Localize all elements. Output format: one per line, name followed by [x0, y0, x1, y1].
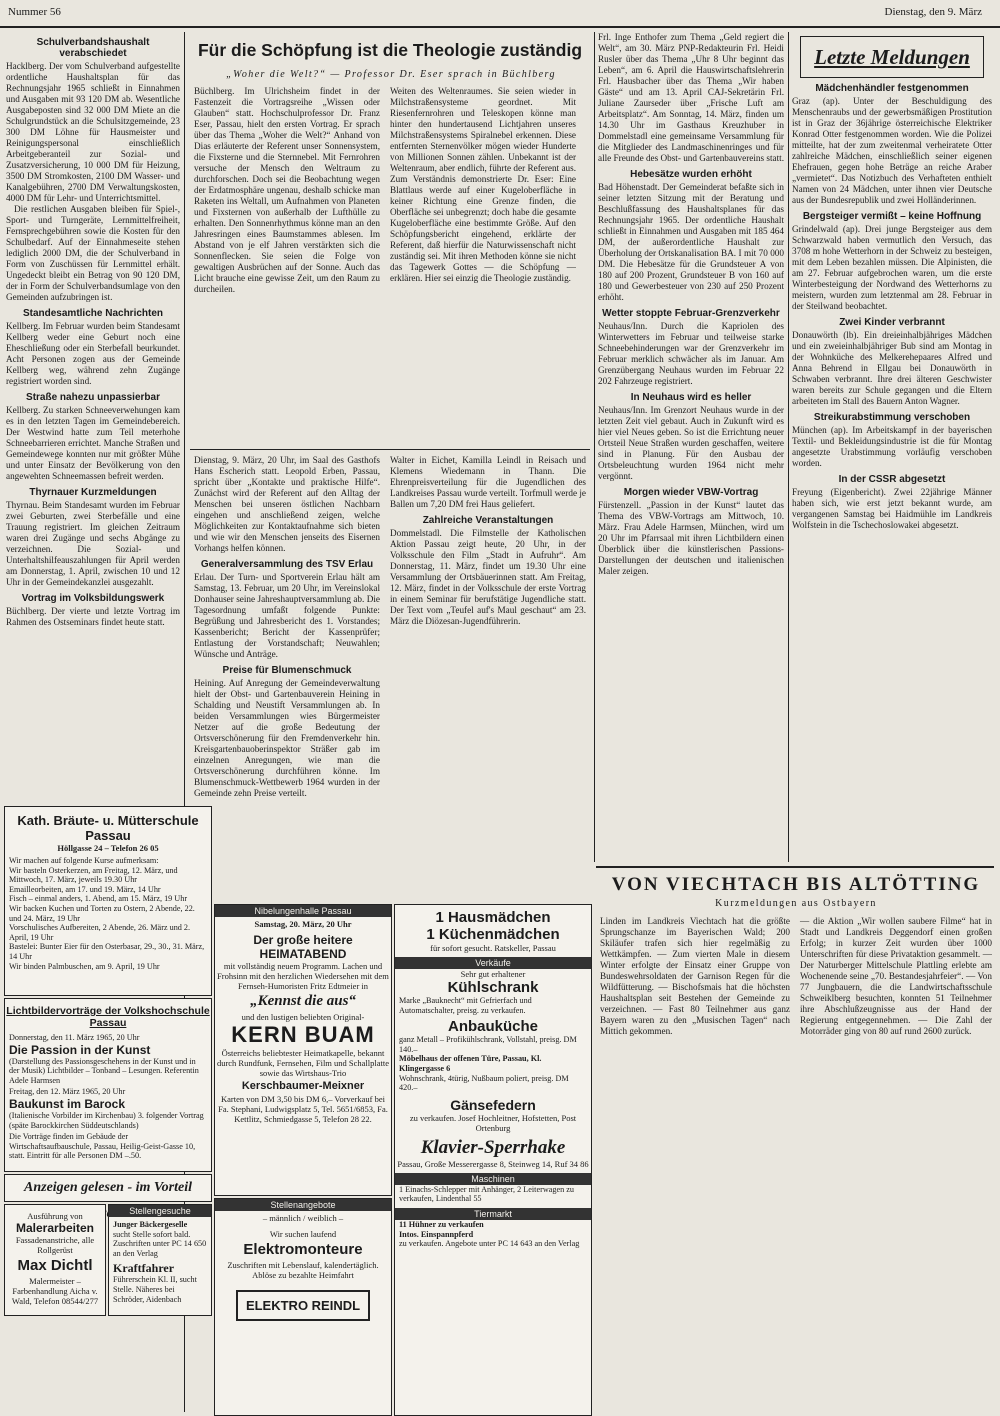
- article-standesamt: Kellberg. Im Februar wurden beim Standesamt Kellberg weder eine Geburt noch eine Eheschließung oder ein Sterbefall beurkundet. Acht Personen zogen aus der Gemeinde Kellberg weg, während zehn Zugänge registriert worden sind.: [6, 321, 180, 386]
- headline-hebesaetze: Hebesätze wurden erhöht: [630, 169, 752, 180]
- viechtach-text-2: — die Aktion „Wir wollen saubere Filme“ hat in Stadt und Landkreis Deggendorf einen großen Erfolg; in kurzer Zeit wurden über 1000 Unterschriften für diese Privataktion gesammelt. — Der Naturberger Mittelschule Plattling erlebte am Wochenende seine „70. Bestandesjahrfeier“. — Von 77 Jungbauern, die die Landwirtschaftsschule Schweiklberg besuchten, konnten 51 Teilnehmer ihre Abschlußzeugnisse aus der Hand der Regierung entgegennehmen. — Die Zahl der Motorräder ging von 80 auf rund 2600 zurück.: [800, 916, 992, 1036]
- headline-strasse: Straße nahezu unpassierbar: [26, 392, 160, 403]
- ad-ratskeller: für sofort gesucht. Ratskeller, Passau: [430, 943, 556, 953]
- viechtach-subtitle: Kurzmeldungen aus Ostbayern: [715, 898, 877, 909]
- ad-gaensefedern: Gänsefedern: [450, 1096, 536, 1113]
- ad-vhs-title: Lichtbildervorträge der Volkshochschule Passau: [6, 1005, 210, 1029]
- ad-muetterschule-course: Wir basteln Osterkerzen, am Freitag, 12. März, und Mittwoch, 17. März, jeweils 19.30 Uhr: [9, 865, 178, 885]
- ad-kuehlschrank-intro: Sehr gut erhaltener: [460, 969, 526, 979]
- left-column: [6, 32, 180, 882]
- page-number: Nummer 56: [8, 6, 61, 18]
- ad-heimatabend-text: mit vollständig neuem Programm. Lachen und Frohsinn mit den herzlichen Wiedersehen mit dem Fernseh-Humoristen Fritz Edtmeier in: [217, 961, 389, 991]
- ad-heimatabend-venue: Nibelungenhalle Passau: [215, 905, 391, 917]
- ad-maler-sub: Fassadenanstriche, alle Rollgerüst: [15, 1235, 95, 1255]
- article-streik: München (ap). Im Arbeitskampf in der bayerischen Textil- und Bekleidungsindustrie ist die für Montag angesetzte Urabstimmung vorläufig verschoben worden.: [792, 425, 992, 468]
- viechtach-headline: VON VIECHTACH BIS ALTÖTTING: [611, 874, 981, 895]
- ad-vhs-date: Freitag, den 12. März 1965, 20 Uhr: [9, 1087, 126, 1097]
- headline-streik: Streikurabstimmung verschoben: [813, 412, 971, 423]
- headline-tsv: Generalversammlung des TSV Erlau: [200, 559, 374, 570]
- ad-wohnschrank: Wohnschrank, 4türig, Nußbaum poliert, preisg. DM 420.–: [399, 1073, 569, 1093]
- viechtach-text-1: Linden im Landkreis Viechtach hat die größte Sprungschanze im Bayerischen Wald; 200 Skiläufer trafen sich hier regelmäßig zu Wettkämpfen. — Zum vierten Male in diesem Winter erfolgte der Einsatz einer Gruppe von Bundeswehrsoldaten der Garnison Regen für die Wildfütterung. — Bischofsmais hat die höchsten Haushaltsplan seit Bestehen der Gemeinde zu verzeichnen. — Fast 80 Teilnehmer aus ganz Bayern waren zu den „Musischen Tagen“ nach Mittich gekommen.: [600, 916, 790, 1036]
- ad-vhs-talk-title: Die Passion in der Kunst: [9, 1042, 151, 1057]
- ad-klavier-address: Passau, Große Messerergasse 8, Steinweg 14, Ruf 34 86: [397, 1158, 589, 1169]
- article-cssr: Freyung (Eigenbericht). Zwei 22jährige Männer haben sich, wie erst jetzt bekannt wurde, am vergangenen Samstag bei Haidmühle im Landkreis Wolfstein in die Tschechoslowakei abgesetzt.: [792, 487, 992, 530]
- ad-anzeigen-slogan: [4, 1174, 212, 1202]
- headline-bergsteiger: Bergsteiger vermißt – keine Hoffnung: [802, 211, 982, 222]
- article-vortraege: Frl. Inge Enthofer zum Thema „Geld regiert die Welt“, am 30. März PNP-Redakteurin Frl. Heidi Rusler über das Thema „Uhr 8 Uhr beginnt das Leben“, am 6. April die Hauswirtschaftslehrerin Frl. Hausbacher über das Thema „Wir haben Gäste“ und am 13. April CAJ-Sekretärin Frl. Juliane Zaurseder über „Frische Luft am Arbeitsplatz“. Am Sonntag, 14. März, finden um 14.30 Uhr im Gasthaus Kreuzhuber in Dommelstadl eine gemeinsame Versammlung für die Mitglieder des Landmaschinenringes und für alle Freunde des Obst- und Gartenbauvereins statt.: [598, 32, 784, 163]
- article-zwei-kinder: Donauwörth (lb). Ein dreieinhalbjähriges Mädchen und ein zweieinhalbjähriger Bub sind am Montag in der Wohnküche des Melkerehepaares Alfred und Anna Behrend in Ellgau bei Donauwörth in Schwaben verbrannt. Ihre drei älteren Geschwister waren bereits zur Schule gegangen und die Eltern arbeiteten im Stall des Bauern Anton Wagner.: [792, 330, 992, 406]
- article-ehrenpreise: Walter in Eichet, Kamilla Leindl in Reisach und Klemens Wiedemann in Thann. Die Ehrenpreisverteilung für die Jugendlichen des Landkreises Passau wurde verteilt. Torfmull werde je Ballen um 7,20 DM frei Haus geliefert.: [390, 455, 586, 509]
- article-strasse: Kellberg. Zu starken Schneeverwehungen kam es in den letzten Tagen im Gemeindebereich. Der Westwind hatte zum Teil meterhohe Schneebarrieren errichtet. Manche Straßen und Gemeindewege konnten nur mit größter Mühe und unter Einsatz der Bevölkerung von den angewehten Schneemassen befreit werden.: [6, 405, 180, 481]
- article-bergsteiger: Grindelwald (ap). Drei junge Bergsteiger aus dem Schwarzwald haben vermutlich den Versuch, das 3708 m hohe Wetterhorn in der Schweiz zu besteigen, mit dem Leben bezahlen müssen. Die Alpinisten, die am 27. Februar aufgebrochen waren, um die erste Winterbesteigung der Nordwand des Wetterhorns zu meistern, wurden zum letztenmal am 28. Februar in der Steilwand beobachtet.: [792, 224, 992, 311]
- ad-muetterschule-course: Vorschulisches Aufbereiten, 2 Abende, 26. März und 2. April, 19 Uhr: [9, 923, 191, 942]
- ad-pferd-text: zu verkaufen. Angebote unter PC 14 643 an den Verlag: [399, 1239, 580, 1249]
- column-rule-4: [594, 32, 595, 862]
- viechtach-column-1: [600, 916, 790, 1410]
- ad-kuechenmaedchen: 1 Küchenmädchen: [426, 926, 560, 943]
- headline-neuhaus: In Neuhaus wird es heller: [630, 392, 752, 403]
- tiermarkt-bar: Tiermarkt: [395, 1208, 591, 1220]
- ad-heimatabend-text: und den lustigen beliebten Original-: [241, 1012, 365, 1022]
- ad-elektromonteure: [214, 1198, 392, 1416]
- lead-subtitle: „Woher die Welt?“ — Professor Dr. Eser sprach in Büchlberg: [226, 69, 556, 80]
- ad-malerarbeiten: [4, 1204, 106, 1316]
- ad-muetterschule-course: Emailleorbeiten, am 17. und 19. März, 14 Uhr: [9, 884, 161, 894]
- headline-schulverband: Schulverbandshaushalt verabschiedet: [36, 37, 150, 59]
- ad-heimatabend-text: Österreichs beliebtester Heimatkapelle, bekannt durch Rundfunk, Fernsehen, Film und Schallplatte sowie das Wirtshaus-Trio: [216, 1048, 390, 1078]
- ad-muetterschule-title: Kath. Bräute- u. Mütterschule Passau: [17, 813, 199, 843]
- headline-zwei-kinder: Zwei Kinder verbrannt: [839, 317, 945, 328]
- article-thyrnau: Thyrnau. Beim Standesamt wurden im Februar zwei Geburten, zwei Sterbefälle und eine Trauung registriert. Im gleichen Zeitraum waren drei Zugänge und sechs Abgänge zu verzeichnen. Die Sozial- und Unterhaltshilfeauszahlungen für April werden am Donnerstag, 1. April, zwischen 10 und 12 Uhr in der Gemeindekanzlei ausgezahlt.: [6, 500, 180, 587]
- headline-standesamt: Standesamtliche Nachrichten: [22, 308, 164, 319]
- issue-date: Dienstag, den 9. März: [884, 6, 982, 18]
- ad-vhs-note: Die Vorträge finden im Gebäude der Wirtschaftsaufbauschule, Passau, Heilig-Geist-Gasse 10, statt. Eintritt für alle Personen DM –.50.: [9, 1132, 196, 1161]
- article-tsv: Erlau. Der Turn- und Sportverein Erlau hält am Samstag, 13. Februar, um 20 Uhr, im Vereinslokal Donhauser seine Jahreshauptversammlung ab. Die Tagesordnung umfaßt folgende Punkte: Begrüßung und Jahresbericht des 1. Vorstandes; Kassenbericht; Bericht der Kassenprüfer; Entlastung der Vorstandschaft; Neuwahlen; Wünsche und Anträge.: [194, 572, 380, 659]
- maschinen-bar: Maschinen: [395, 1173, 591, 1185]
- ad-kleinanzeigen: [394, 904, 592, 1416]
- article-grenzverkehr: Neuhaus/Inn. Durch die Kapriolen des Winterwetters im Februar und teilweise starke Schneebehinderungen war der Grenzverkehr im Februar merklich schwächer als im Januar. Am Grenzübergang Neuhaus wurden im Februar 22 202 Fahrzeuge registriert.: [598, 321, 784, 386]
- article-maedchenhaendler: Graz (ap). Unter der Beschuldigung des Menschenraubs und der gewerbsmäßigen Prostitution ist in Graz der 36jährige österreichische Elektriker Konrad Otter festgenommen worden. Wie die Polizei mitteilte, hat der zum zweitenmal verheiratete Otter zahlreiche Mädchen, einschließlich seiner eigenen Ehefrauen, gegen hohe Beträge an reiche Araber „vermietet“. Das Notizbuch des Verhafteten enthielt Namen von 24 Mädchen, unter ihnen vier Deutsche aus der Bundesrepublik und zwei Holländerinnen.: [792, 96, 992, 205]
- headline-blumenschmuck: Preise für Blumenschmuck: [222, 665, 352, 676]
- ad-muetterschule-course: Wir binden Palmbuschen, am 9. April, 19 Uhr: [9, 961, 160, 971]
- lead-headline: Für die Schöpfung ist die Theologie zuständig: [197, 40, 583, 60]
- lead-column-1: [194, 86, 380, 446]
- headline-cssr: In der CSSR abgesetzt: [838, 474, 946, 485]
- ad-stellen-title: Elektromonteure: [243, 1241, 363, 1258]
- latest-news-column: [792, 36, 992, 862]
- ad-gesuch-title: Kraftfahrer: [113, 1261, 175, 1276]
- ad-klavier-sperrhake: Klavier-Sperrhake: [420, 1136, 566, 1158]
- headline-vbw: Morgen wieder VBW-Vortrag: [623, 487, 759, 498]
- ad-muetterschule-course: Wir backen Kuchen und Torten zu Ostern, 2 Abende, 22. und 24. März, 19 Uhr: [9, 903, 195, 923]
- article-veranstaltungen: Dommelstadl. Die Filmstelle der Katholischen Aktion Passau zeigt heute, 20 Uhr, in der Volksschule den Film „Stadt in Aufruhr“. Am Donnerstag, 11. März, findet um 19.30 Uhr eine Versammlung der Ortsbäuerinnen statt. Am Freitag, 12. März, findet in der Volksschule der erste Vortrag in einem Seminar für berufstätige Jugendliche statt. Der Text vom „Teufel auf's Maul geschaut“ am 23. März die Diözesan-Jugendführerin.: [390, 528, 586, 626]
- headline-veranstaltungen: Zahlreiche Veranstaltungen: [422, 515, 554, 526]
- viechtach-column-2: [800, 916, 992, 1410]
- ad-gesuch-text: sucht Stelle sofort bald. Zuschriften unter PC 14 650 an den Verlag: [113, 1229, 207, 1258]
- ad-muetterschule: [4, 806, 212, 996]
- header-rule: [0, 26, 1000, 28]
- ad-gaensefedern-text: zu verkaufen. Josef Hochleitner, Hofstetten, Post Ortenburg: [409, 1112, 577, 1133]
- ad-heimatabend-show: „Kennst die aus“: [250, 993, 356, 1009]
- ad-heimatabend-date: Samstag, 20. März, 20 Uhr: [254, 919, 352, 929]
- ad-hausmaedchen: 1 Hausmädchen: [435, 909, 551, 926]
- verkaeufe-bar: Verkäufe: [395, 957, 591, 969]
- article-schulverband-1: Hacklberg. Der vom Schulverband aufgestellte ordentliche Haushaltsplan für das Rechnungsjahr 1965 schließt in Einnahmen und Ausgaben mit 93 120 DM ab. Wesentliche Ausgabeposten sind 32 000 DM Miete an die Schulgrundstück an die Schulsitzgemeinde, 23 300 DM Löhne für Hausmeister und Reinigungspersonal einschließlich Arbeitgeberanteil zur Sozial- und Zusatzversicherung, 10 000 DM für Heizung, 3500 DM Stromkosten, 2100 DM Wasser- und Kanalgebühren, 2700 DM Verwaltungskosten, 4000 DM für Lehr- und Unterrichtsmittel.: [6, 61, 180, 203]
- ad-muetterschule-intro: Wir machen auf folgende Kurse aufmerksam:: [9, 856, 159, 865]
- ad-pferd: Intos. Einspannpferd: [399, 1229, 474, 1239]
- headline-grenzverkehr: Wetter stoppte Februar-Grenzverkehr: [602, 308, 780, 319]
- ad-huehner: 11 Hühner zu verkaufen: [399, 1219, 484, 1229]
- ad-heimatabend-duo: Kerschbaumer-Meixner: [241, 1080, 365, 1092]
- page-header: [0, 0, 1000, 28]
- headline-maedchenhaendler: Mädchenhändler festgenommen: [815, 83, 969, 94]
- ad-heimatabend: [214, 904, 392, 1196]
- article-neuhaus: Neuhaus/Inn. Im Grenzort Neuhaus wurde in der letzten Zeit viel gebaut. Auch in Zukunft wird es hier viel Neues geben. So ist die Errichtung neuer Ortsteil Neue Straßen wurden geschaffen, weitere sind in Planung. Für den Ausbau der Ortsbeleuchtung wurden 1964 nicht mehr vergönnt.: [598, 405, 784, 481]
- ad-vhs-talk-text: (Darstellung des Passionsgeschehens in der Kunst und in der Musik) Lichtbilder – Tonband – Lesungen. Referentin Adele Harmsen: [9, 1056, 199, 1085]
- lead-bottom-rule: [190, 449, 590, 450]
- ad-maler-address: Malermeister – Farbenhandlung Aicha v. Wald, Telefon 08544/277: [11, 1276, 99, 1306]
- stellenangebote-bar: Stellenangebote: [215, 1199, 391, 1211]
- ad-gesuch-title: Junger Bäckergeselle: [113, 1220, 188, 1229]
- ad-stellen-intro: Wir suchen laufend: [269, 1229, 337, 1239]
- column-rule-5: [788, 32, 789, 862]
- ad-stellen-text: Zuschriften mit Lebenslauf, kalendertäglich. Ablöse zu bezahlte Heimfahrt: [227, 1260, 379, 1280]
- ad-kuehlschrank: Kühlschrank: [447, 979, 539, 996]
- ad-anbaukueche: Anbauküche: [447, 1018, 538, 1036]
- ad-heimatabend-band: KERN BUAM: [231, 1022, 375, 1047]
- article-hebesaetze: Bad Höhenstadt. Der Gemeinderat befaßte sich in seiner letzten Sitzung mit der Beratung und Beschlußfassung des Haushaltsplanes für das Rechnungsjahr 1965. Der ordentliche Haushalt schließt in Einnahmen und Ausgaben mit 185 464 DM, der außerordentliche Haushalt zur Überholung der Ortskanalisation BA. I mit 70 000 DM. Die Hebesätze für die Grundsteuer A von 180 auf 200 Prozent, Grundsteuer B von 160 auf 180 und Gewerbesteuer von 230 auf 250 Prozent erhöht.: [598, 182, 784, 302]
- lead-text-2: Weiten des Weltenraumes. Sie seien wieder in Milchstraßensysteme geordnet. Mit Riesenfernrohren und Teleskopen könne man hinter den hundertausend Lichtjahren unseres Milchstraßensystems Spiralnebel erkennen. Diese entfernten Sternenvölker mögen wieder Hunderte von Millionen Sonnen zählen. Unbekannt ist der Weltenraum, aber endlich, führte der Referent aus. Zum Verständnis demonstrierte Dr. Eser: Eine Blattlaus werde auf einer Kugeloberfläche in keiner Richtung eine Grenze finden, die Oberfläche sei unbegrenzt; doch habe die gesamte Kugeloberfläche eine bestimmte Größe. Auf den Schöpfungsbericht eingehend, erklärte der Referent, daß hierfür die Naturwissenschaft nicht zuständig sei. Mit ihren Methoden könne sie nicht das Tagewerk Gottes — die Schöpfung — erklären. Hier sei einzig die Theologie zuständig.: [390, 86, 576, 283]
- latest-news-banner: Letzte Meldungen: [800, 36, 984, 78]
- article-ostseminar: Dienstag, 9. März, 20 Uhr, im Saal des Gasthofs Hans Escherich statt. Leopold Erben, Passau, spricht über „Kontakte und praktische Hilfe“. Zunächst wird der Referent auf den Alltag der Menschen bei unseren östlichen Nachbarn eingehen und anschließend zeigen, welche Möglichkeiten zur Kontaktaufnahme sich bieten und wie wir den Menschen jenseits des Eisernen Vorhangs helfen können.: [194, 455, 380, 553]
- middle-column-b: [390, 455, 586, 895]
- elektro-reindl-logo: ELEKTRO REINDL: [236, 1290, 370, 1321]
- ad-muetterschule-address: Höllgasse 24 – Telefon 26 05: [57, 843, 159, 853]
- ad-stellengesuche: [108, 1204, 212, 1316]
- ad-moebelhaus: Möbelhaus der offenen Türe, Passau, Kl. Klingergasse 6: [399, 1054, 542, 1073]
- ad-heimatabend-title: Der große heitere HEIMATABEND: [253, 933, 353, 961]
- article-schulverband-2: Die restlichen Ausgaben bleiben für Spiel-, Sport- und Turngeräte, Lernmittelfreiheit, Fernsprechgebühren sowie die Kosten für den Schulbedarf. Auf der Einnahmeseite stehen lediglich 2000 DM, die der Schulverband in Form von Zuschüssen für Lernmittel erhält. Ungedeckt bleibt ein Betrag von 90 120 DM, der in Form der Schulverbandsumlage von den Gemeinden aufzubringen ist.: [6, 204, 180, 302]
- ad-kuehlschrank-text: Marke „Bauknecht“ mit Gefrierfach und Automatschalter, preisg. zu verkaufen.: [399, 996, 532, 1015]
- ad-muetterschule-course: Bastelei: Bunter Eier für den Osterbasar, 29., 30., 31. März, 14 Uhr: [9, 942, 205, 961]
- middle-column-a: [194, 455, 380, 895]
- ad-schlepper: 1 Einachs-Schlepper mit Anhänger, 2 Leiterwagen zu verkaufen, Lindenthal 55: [399, 1184, 574, 1204]
- ad-slogan-text: Anzeigen gelesen - im Vorteil: [24, 1180, 192, 1195]
- ad-anbaukueche-text: ganz Metall – Profikühlschrank, Vollstahl, preisg. DM 140.–: [399, 1035, 577, 1054]
- article-blumenschmuck: Heining. Auf Anregung der Gemeindeverwaltung hielt der Obst- und Gartenbauverein Heining in Schalding und Neustift Versammlungen ab. In beiden Versammlungen wies Bürgermeister Netzer auf die große Bedeutung der Ortsverschönerung für den Fremdenverkehr hin. Kreisgartenbauoberinspektor Sträßer gab im einzelnen Anregungen, wie man die Ortsverschönerung durchführen könne. Im Blumenschmuck-Wettbewerb 1964 wurden in der Gemeinde zehn Preise verteilt.: [194, 678, 380, 798]
- lead-column-2: [390, 86, 576, 446]
- ad-heimatabend-tickets: Karten von DM 3,50 bis DM 6,– Vorverkauf bei Fa. Stephani, Ludwigsplatz 5, Tel. 5651/6853, Fa. Kettlitz, Schmiedgasse 5, Telefon 28 22.: [218, 1094, 388, 1124]
- headline-vortrag: Vortrag im Volksbildungswerk: [21, 593, 165, 604]
- ad-maler-name: Max Dichtl: [17, 1257, 93, 1274]
- lead-text-1: Büchlberg. Im Ulrichsheim findet in der Fastenzeit die Vortragsreihe „Wissen oder Glauben“ statt. Hochschulprofessor Dr. Franz Eser, Passau, hielt den ersten Vortrag. Er sprach über das Thema „Woher die Welt?“ Anhand von Dias erläuterte der Referent unser Sonnensystem, die Fixsterne und die Sternnebel. Mit Fernrohren versuche der Mensch den Weltraum zu durchforschen. Doch sei die Beobachtung wegen der Erdatmosphäre ungenau, deshalb schicke man Raketen ins Weltall, um Aufnahmen von Planeten und Fixsternen von außerhalb der Lufthülle zu erhalten. Den Sonnenrhythmus könne man an den Jahresringen eines Baumstammes ablesen. Im Abstand von je elf Jahren verstärkten sich die Sonnenflecken. Sie seien die Folge von gewaltigen Ausbrüchen auf der Sonne. Auch das Licht brauche eine gewisse Zeit, um den Raum zu durcheilen.: [194, 86, 380, 294]
- column-four: [598, 32, 784, 862]
- headline-thyrnau: Thyrnauer Kurzmeldungen: [29, 487, 157, 498]
- ad-gesuch-text: Führerschein Kl. II, sucht Stelle. Näheres bei Schröder, Aidenbach: [113, 1275, 197, 1304]
- ad-volkshochschule: [4, 998, 212, 1172]
- ad-vhs-talk-title: Baukunst im Barock: [9, 1096, 126, 1111]
- article-vbw: Fürstenzell. „Passion in der Kunst“ lautet das Thema des VBW-Vortrags am Mittwoch, 10. März. Frau Adele Harmsen, München, wird um 20 Uhr im Pfarrsaal mit ihren Lichtbildern einen Überblick über die künstlerischen Passions-Darstellungen der deutschen und italienischen Maler zeigen.: [598, 500, 784, 576]
- ad-vhs-date: Donnerstag, den 11. März 1965, 20 Uhr: [9, 1033, 140, 1042]
- stellengesuche-bar: Stellengesuche: [109, 1205, 211, 1217]
- ad-maler-title: Malerarbeiten: [15, 1221, 95, 1235]
- viechtach-top-rule: [596, 866, 994, 868]
- ad-muetterschule-course: Fisch – einmal anders, 1. Abend, am 15. März, 19 Uhr: [9, 894, 188, 904]
- ad-maler-intro: Ausführung von: [27, 1211, 83, 1221]
- ad-stellen-sub: – männlich / weiblich –: [262, 1213, 344, 1223]
- article-vortrag: Büchlberg. Der vierte und letzte Vortrag im Rahmen des Ostseminars findet heute statt.: [6, 606, 180, 627]
- ad-vhs-talk-text: (Italienische Vorbilder im Kirchenbau) 3. folgender Vortrag (späte Barockkirchen Süddeutschlands): [9, 1110, 204, 1130]
